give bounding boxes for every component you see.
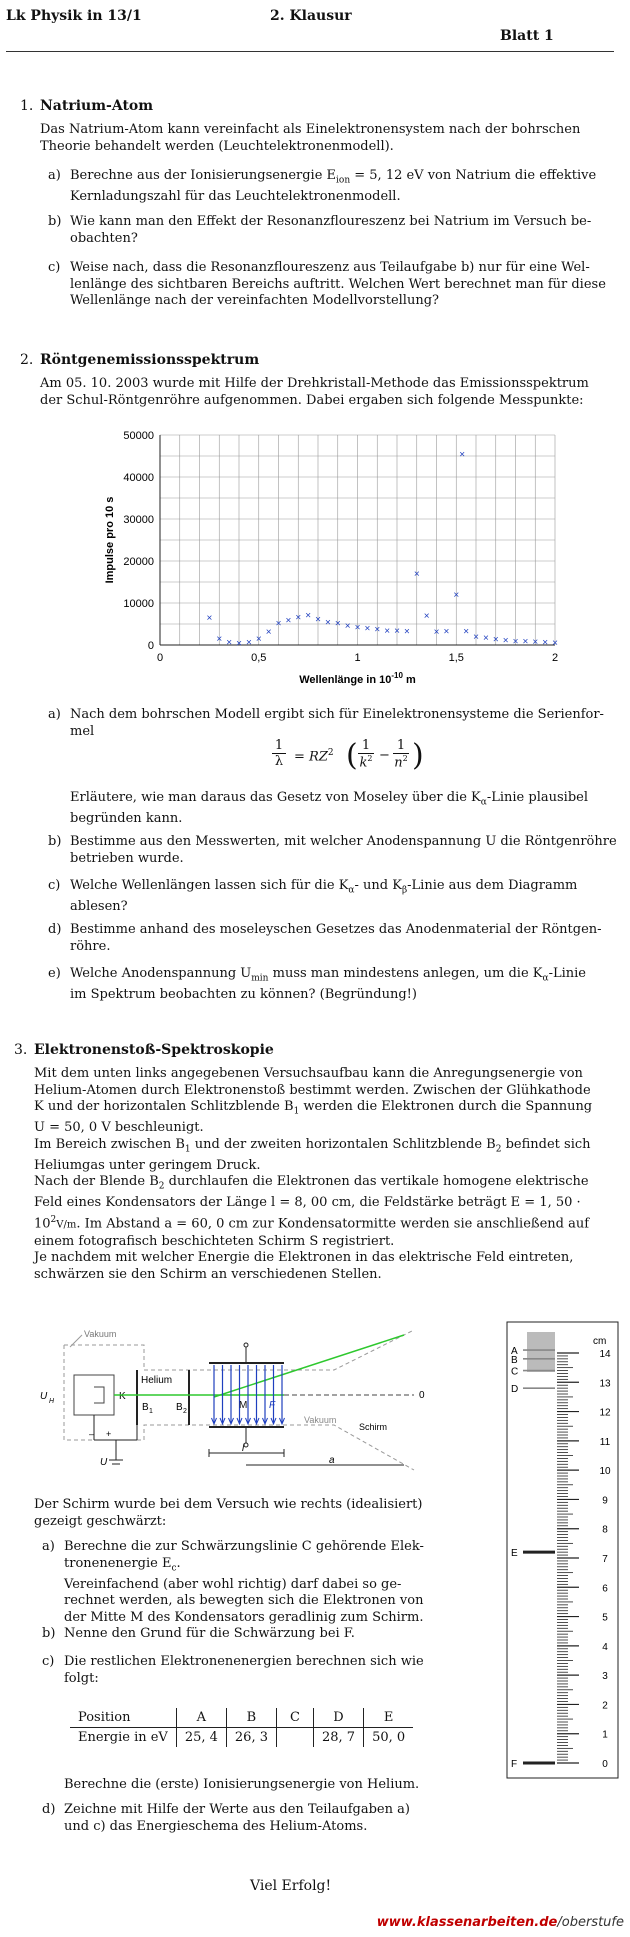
data-point: × [459,449,466,461]
b2-label: B [176,1402,183,1413]
s3-item-a-label: a) [42,1539,55,1554]
ruler-tick-label: 10 [599,1466,611,1478]
y-tick-label: 10000 [123,598,154,610]
data-point: × [216,634,223,646]
data-point: × [502,635,509,647]
ruler-tick-label: 8 [602,1524,608,1536]
data-point: × [413,569,420,581]
s2-item-b-label: b) [48,834,62,849]
data-point: × [236,638,242,650]
k-label: K [119,1391,126,1402]
series-formula: 1 λ = $RZ^2$ ( 1 $k^2$ − 1 $n^2$ ) [272,738,432,784]
data-point: × [344,621,351,633]
f-label: F [269,1400,276,1411]
data-point: × [532,637,539,649]
section-2-number: 2. [20,352,34,368]
header-rule [6,51,614,52]
data-point: × [334,618,341,630]
data-point: × [542,637,549,649]
u-label: U [100,1457,108,1468]
y-tick-label: 40000 [123,472,154,484]
x-tick-label: 0 [156,652,164,664]
a-label: a [329,1455,335,1466]
footer-url[interactable]: www.klassenarbeiten.de/oberstufe [376,1915,624,1930]
chart-ticks [123,430,558,664]
m-label: M [239,1400,248,1411]
data-point: × [453,590,460,602]
ruler-tick-label: 9 [602,1495,608,1507]
s2-item-a-text-2: Erläutere, wie man daraus das Gesetz von Moseley über die $K_\alpha$-Linie plausibel begründen kann. [70,790,588,827]
screen-text: Der Schirm wurde bei dem Versuch wie rechts (idealisiert) gezeigt geschwärzt: [34,1497,423,1529]
s1-item-a-label: a) [48,168,61,183]
data-point: × [305,610,312,622]
s2-item-d-text: Bestimme anhand des moseleyschen Gesetzes das Anodenmaterial der Röntgen- röhre. [70,922,602,954]
data-point: × [285,615,292,627]
section-1-title: Natrium-Atom [40,98,154,114]
s3-item-d-text: Zeichne mit Hilfe der Werte aus den Teilaufgaben a) und c) das Energieschema des Helium-Atoms. [64,1802,410,1834]
chart-points [206,449,558,649]
s2-item-b-text: Bestimme aus den Messwerten, mit welcher Anodenspannung U die Röntgenröhre betrieben wurde. [70,834,617,866]
svg-text:2: 2 [183,1408,187,1415]
data-point: × [433,627,440,639]
data-point: × [394,626,400,638]
s3-item-d-label: d) [42,1802,56,1817]
ruler-tick-label: 7 [602,1554,608,1565]
data-point: × [463,626,470,638]
x-tick-label: 2 [551,652,559,664]
helium-label: Helium [141,1375,173,1386]
y-tick-label: 0 [147,640,154,652]
x-tick-label: 1,5 [448,652,464,664]
data-point: × [552,637,558,649]
chart-grid [160,435,555,648]
blackening-e [527,1332,555,1372]
l-label: l [242,1443,245,1454]
s3-item-b-label: b) [42,1626,56,1641]
schirm-label: Schirm [359,1422,388,1432]
s3-item-c-label: c) [42,1654,55,1669]
ruler-tick-label: 12 [599,1407,611,1419]
data-point: × [473,632,479,644]
data-point: × [245,637,252,649]
s2-item-a-text: Nach dem bohrschen Modell ergibt sich für Einelektronensysteme die Serienfor- mel [70,707,604,739]
header-center: 2. Klausur [270,8,352,24]
data-point: × [384,625,391,637]
data-point: × [374,624,381,636]
chart-ylabel: Impulse pro 10 s [104,496,116,584]
data-point: × [522,636,529,648]
section-3-title: Elektronenstoß-Spektroskopie [34,1042,274,1058]
data-point: × [226,637,233,649]
data-point: × [275,618,282,630]
blackening-label: C [511,1366,519,1378]
ruler-tick-label: 1 [602,1729,608,1741]
y-tick-label: 50000 [123,430,154,442]
data-point: × [255,633,262,645]
s3-item-c-text: Die restlichen Elektronenenergien berechnen sich wie folgt: [64,1654,424,1686]
data-point: × [423,611,430,623]
blackening-label: E [511,1548,518,1560]
x-tick-label: 0,5 [251,652,267,664]
ruler-unit: cm [593,1336,607,1347]
data-point: × [364,623,371,635]
s1-item-a-text: Berechne aus der Ionisierungsenergie $E_{ion} = 5$, 12 eV von Natrium die effektive Kernladungszahl für das Leuchtelektronenmodell. [70,168,597,205]
s3-item-a-text: Berechne die zur Schwärzungslinie C gehörende Elek- tronenenergie $E_c$. Vereinfachend (aber wohl richtig) darf dabei so ge- rechnet werden, als bewegten sich die Elektronen von der Mitte M des Kondensators geradlinig zum Schirm. [64,1539,424,1625]
data-point: × [206,613,213,625]
data-point: × [512,636,519,648]
s1-item-b-label: b) [48,214,62,229]
ruler-tick-label: 0 [602,1759,608,1770]
ruler-tick-label: 6 [602,1583,608,1595]
ruler-tick-label: 13 [599,1378,611,1390]
s3-item-c-text-2: Berechne die (erste) Ionisierungsenergie von Helium. [64,1777,420,1792]
section-2-intro: Am 05. 10. 2003 wurde mit Hilfe der Drehkristall-Methode das Emissionsspektrum der Schul-Röntgenröhre aufgenommen. Dabei ergaben sich folgende Messpunkte: [40,376,589,408]
y-tick-label: 30000 [123,514,154,526]
ruler-tick-label: 4 [602,1641,608,1653]
header-left: Lk Physik in 13/1 [6,8,142,24]
y-tick-label: 20000 [123,556,154,568]
data-point: × [295,612,302,624]
blackening-label: A [511,1346,518,1358]
minus-label: – [89,1429,95,1439]
section-2-title: Röntgenemissionsspektrum [40,352,260,368]
vakuum-label-2: Vakuum [304,1415,337,1425]
s2-item-e-text: Welche Anodenspannung $U_{min}$ muss man mindestens anlegen, um die $K_\alpha$-Linie im Spektrum beobachten zu können? (Begründung!) [70,966,586,1003]
blackening-label: B [511,1354,518,1366]
data-point: × [482,632,489,644]
s2-item-a-label: a) [48,707,61,722]
s1-item-b-text: Wie kann man den Effekt der Resonanzfloureszenz bei Natrium im Versuch be- obachten? [70,214,592,246]
data-point: × [324,617,331,629]
s2-item-c-label: c) [48,878,61,893]
x-tick-label: 1 [354,652,361,664]
ruler-tick-label: 5 [602,1612,608,1624]
field-arrows [212,1365,285,1424]
b1-label: B [142,1402,149,1413]
s3-item-b-text: Nenne den Grund für die Schwärzung bei F. [64,1626,355,1641]
header-right: Blatt 1 [500,28,554,44]
ruler-tick-label: 14 [599,1349,611,1360]
zero-label: 0 [419,1390,425,1401]
plus-label: + [106,1429,112,1439]
section-3-number: 3. [14,1042,28,1058]
vakuum-label-1: Vakuum [84,1329,117,1339]
s2-item-e-label: e) [48,966,61,981]
closing-text: Viel Erfolg! [250,1878,332,1894]
ruler-marks [511,1346,555,1770]
section-1-intro: Das Natrium-Atom kann vereinfacht als Einelektronensystem nach der bohrschen Theorie behandelt werden (Leuchtelektronenmodell). [40,122,581,154]
uh-label: U [40,1391,48,1402]
ruler-ticks [557,1349,611,1770]
data-point: × [354,622,361,634]
blackening-label: D [511,1384,519,1396]
svg-text:H: H [49,1398,55,1405]
s1-item-c-label: c) [48,260,61,275]
ruler-tick-label: 3 [602,1671,608,1683]
blackening-label: F [511,1759,518,1770]
s2-item-d-label: d) [48,922,62,937]
screen-ruler [505,1320,620,1780]
section-1-number: 1. [20,98,34,114]
data-point: × [265,627,272,639]
ruler-tick-label: 2 [602,1700,608,1712]
spectrum-chart [95,425,575,695]
apparatus-diagram [34,1325,444,1475]
data-point: × [315,614,321,626]
ruler-tick-label: 11 [599,1436,611,1448]
data-point: × [403,626,410,638]
chart-xlabel: Wellenlänge in $10^{-10}$ m [299,671,416,686]
s2-item-c-text: Welche Wellenlängen lassen sich für die $K_\alpha-$ und $K_\beta$-Linie aus dem Diagramm ablesen? [70,878,578,915]
data-point: × [443,626,450,638]
energy-table: Position A B C D E Energie in eV 25, 4 26, 3 28, 7 50, 0 [70,1708,413,1747]
data-point: × [492,634,499,646]
s1-item-c-text: Weise nach, dass die Resonanzfloureszenz aus Teilaufgabe b) nur für eine Wel- lenlänge des sichtbaren Bereichs auftritt. Welchen Wert berechnet man für diese Wellenlänge nach der vereinfachten Modellvorstellung? [70,260,606,308]
svg-text:1: 1 [149,1408,153,1415]
section-3-intro: Mit dem unten links angegebenen Versuchsaufbau kann die Anregungsenergie von Helium-Atomen durch Elektronenstoß bestimmt werden. Zwischen der Glühkathode K und der horizontalen Schlitzblende $B_1$ werden die Elektronen durch die Spannung U = 50, 0 V beschleunigt. Im Bereich zwischen $B_1$ und der zweiten horizontalen Schlitzblende $B_2$ befindet sich Heliumgas unter geringem Druck. Nach der Blende $B_2$ durchlaufen die Elektronen das vertikale homogene elektrische Feld eines Kondensators der Länge l = 8, 00 cm, die Feldstärke beträgt E = 1, 50 · $10^2V/m$. Im Abstand a = 60, 0 cm zur Kondensatormitte werden sie anschließend auf einem fotografisch beschichteten Schirm S registriert. Je nachdem mit welcher Energie die Elektronen in das elektrische Feld eintreten, schwärzen sie den Schirm an verschiedenen Stellen. [34,1066,593,1282]
